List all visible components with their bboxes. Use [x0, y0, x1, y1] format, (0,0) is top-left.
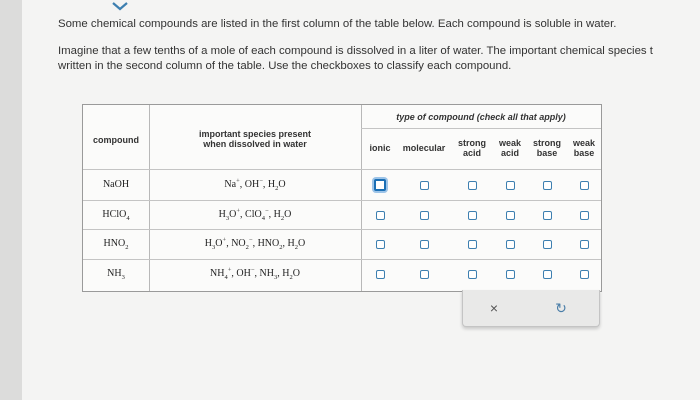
row-divider: [83, 259, 601, 260]
checkbox-molecular[interactable]: [420, 211, 429, 220]
type-header-line-2: molecular: [402, 143, 446, 153]
question-text-line-3: written in the second column of the table. Use the checkboxes to classify each compound.: [58, 60, 512, 72]
answer-action-bar: [462, 290, 600, 327]
checkbox-weak-acid[interactable]: [506, 270, 515, 279]
undo-button[interactable]: [549, 296, 573, 320]
species-cell: $H_3O^+$, ClO$_4$−, $H_2O$: [218, 207, 292, 222]
checkbox-ionic[interactable]: [376, 270, 385, 279]
row-divider: [83, 229, 601, 230]
species-header-line-1: important species present: [198, 129, 312, 139]
species-header-line-2: when dissolved in water: [203, 139, 307, 149]
x-icon: ×: [489, 300, 499, 316]
checkbox-molecular[interactable]: [420, 270, 429, 279]
checkbox-weak-base[interactable]: [580, 181, 589, 190]
species-column-header: [149, 129, 361, 149]
checkbox-weak-base[interactable]: [580, 270, 589, 279]
checkbox-weak-base[interactable]: [580, 211, 589, 220]
type-header-line-2: base: [536, 148, 558, 158]
checkbox-strong-base[interactable]: [543, 181, 552, 190]
checkbox-strong-acid[interactable]: [468, 181, 477, 190]
header-divider: [83, 169, 601, 170]
type-column-header-molecular: [400, 143, 448, 153]
checkbox-strong-base[interactable]: [543, 270, 552, 279]
checkbox-ionic[interactable]: [376, 240, 385, 249]
type-header-divider: [361, 128, 601, 129]
compound-cell: NaOH: [102, 179, 130, 190]
species-cell: Na+, OH−, $H_2O$: [224, 177, 286, 192]
undo-icon: ↻: [555, 299, 567, 316]
type-header-line-2: base: [573, 148, 595, 158]
chevron-down-icon[interactable]: [106, 0, 134, 14]
compound-column-header: compound: [93, 135, 139, 145]
type-header-line-2: ionic: [369, 143, 391, 153]
checkbox-strong-base[interactable]: [543, 240, 552, 249]
type-header-line-2: acid: [500, 148, 519, 158]
checkbox-molecular[interactable]: [420, 181, 429, 190]
compound-cell: HClO$_4$: [102, 209, 130, 222]
compound-cell: $HNO_2$: [103, 238, 129, 251]
type-column-header-weak-base: [560, 138, 608, 158]
clear-button[interactable]: [482, 296, 506, 320]
checkbox-strong-base[interactable]: [543, 211, 552, 220]
checkbox-strong-acid[interactable]: [468, 211, 477, 220]
species-cell: $H_3O^+$, $NO_2^-$, $HNO_2$, $H_2O$: [204, 236, 306, 251]
question-text-line-2: Imagine that a few tenths of a mole of each compound is dissolved in a liter of water. The important chemical species t: [58, 45, 653, 57]
checkbox-weak-acid[interactable]: [506, 240, 515, 249]
type-of-compound-header: type of compound (check all that apply): [396, 112, 566, 122]
checkbox-weak-acid[interactable]: [506, 211, 515, 220]
checkbox-strong-acid[interactable]: [468, 240, 477, 249]
type-header-line-1: weak: [572, 138, 596, 148]
type-header-line-2: acid: [462, 148, 481, 158]
checkbox-molecular[interactable]: [420, 240, 429, 249]
question-text-line-1: Some chemical compounds are listed in the first column of the table below. Each compound is soluble in water.: [58, 18, 617, 30]
checkbox-weak-base[interactable]: [580, 240, 589, 249]
left-margin: [0, 0, 22, 400]
compound-cell: $NH_3$: [107, 268, 125, 281]
checkbox-ionic[interactable]: [374, 179, 386, 191]
checkbox-strong-acid[interactable]: [468, 270, 477, 279]
row-divider: [83, 200, 601, 201]
checkbox-ionic[interactable]: [376, 211, 385, 220]
type-header-line-1: weak: [498, 138, 522, 148]
species-cell: $NH_4^+$, OH−, $NH_3$, $H_2O$: [210, 266, 300, 281]
checkbox-weak-acid[interactable]: [506, 181, 515, 190]
classification-table: [82, 104, 602, 292]
type-header-line-1: strong: [533, 138, 561, 148]
column-divider: [361, 105, 362, 291]
type-header-line-1: strong: [458, 138, 486, 148]
type-column-header-ionic: [356, 143, 404, 153]
